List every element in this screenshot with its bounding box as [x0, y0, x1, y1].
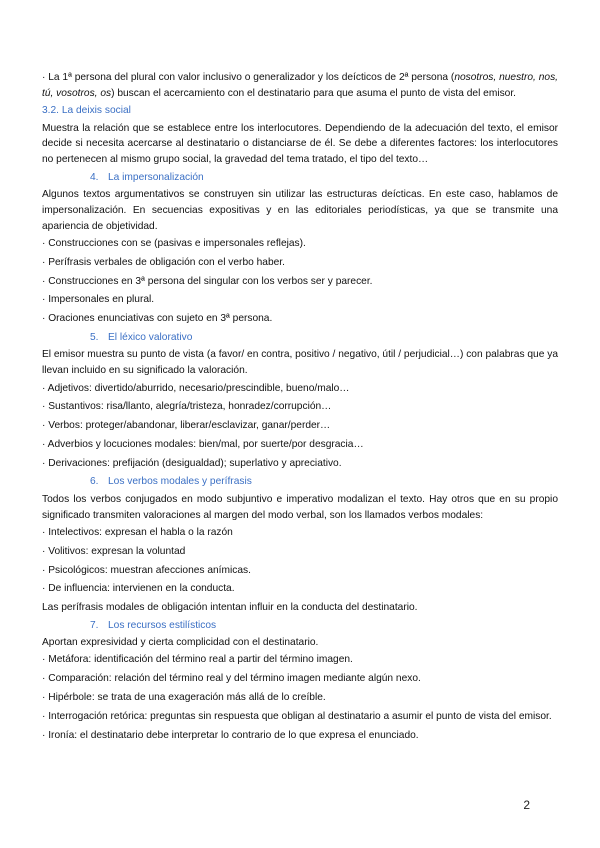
section-title: La impersonalización	[108, 171, 204, 183]
section-title: Los recursos estilísticos	[108, 619, 217, 631]
list-item: · Metáfora: identificación del término real a partir del término imagen.	[42, 654, 353, 666]
section-number: 7.	[90, 619, 99, 631]
section-number: 6.	[90, 476, 99, 488]
section-3-2-heading: 3.2. La deixis social	[42, 105, 131, 117]
intro-bullet-text-end: ) buscan el acercamiento con el destinatario para que asuma el punto de vista del emisor.	[111, 87, 516, 99]
intro-bullet-pronouns: nosotros, nuestro, nos, tú, vosotros, os	[42, 72, 558, 99]
section-5-heading	[42, 330, 558, 346]
list-item: · Construcciones en 3ª persona del singular con los verbos ser y parecer.	[42, 275, 373, 287]
list-item: · Comparación: relación del término real y del término imagen mediante algún nexo.	[42, 673, 421, 685]
list-item: · Intelectivos: expresan el habla o la razón	[42, 527, 233, 539]
list-item: · Construcciones con se (pasivas e impersonales reflejas).	[42, 237, 306, 249]
page-number: 2	[523, 798, 530, 812]
section-title: El léxico valorativo	[108, 331, 193, 343]
section-4-body: Algunos textos argumentativos se construyen sin utilizar las estructuras deícticas. En este caso, hablamos de impersonalización. En secuencias expositivas y en las editoriales periodísticas, ya que se transmite una apariencia de objetividad.	[42, 188, 558, 232]
section-6-closing: Las perífrasis modales de obligación intentan influir en la conducta del destinatario.	[42, 602, 418, 614]
list-item: · Volitivos: expresan la voluntad	[42, 545, 186, 557]
document-page	[42, 70, 558, 746]
intro-bullet	[42, 70, 558, 102]
section-7-heading	[42, 618, 558, 634]
list-item: · Hipérbole: se trata de una exageración más allá de lo creíble.	[42, 692, 326, 704]
section-7-body: Aportan expresividad y cierta complicidad con el destinatario.	[42, 637, 319, 649]
list-item: · Psicológicos: muestran afecciones anímicas.	[42, 564, 251, 576]
list-item: · Perífrasis verbales de obligación con el verbo haber.	[42, 256, 285, 268]
section-6-heading	[42, 474, 558, 490]
list-item: · De influencia: intervienen en la conducta.	[42, 583, 235, 595]
list-item: · Impersonales en plural.	[42, 294, 155, 306]
section-4-heading	[42, 170, 558, 186]
section-5-body: El emisor muestra su punto de vista (a favor/ en contra, positivo / negativo, útil / perjudicial…) con palabras que ya llevan incluido en su significado la valoración.	[42, 349, 558, 377]
list-item: · Verbos: proteger/abandonar, liberar/esclavizar, ganar/perder…	[42, 420, 331, 432]
list-item: · Interrogación retórica: preguntas sin respuesta que obligan al destinatario a asumir el punto de vista del emisor.	[42, 710, 552, 722]
section-3-2-body: Muestra la relación que se establece entre los interlocutores. Dependiendo de la adecuación del texto, el emisor decide si necesita acercarse al destinatario o distanciarse de él. Se debe a diferentes factores: los interlocutores no pertenecen al mismo grupo social, la gravedad del tema tratado, el tipo del texto…	[42, 122, 558, 166]
list-item: · Adjetivos: divertido/aburrido, necesario/prescindible, bueno/malo…	[42, 382, 350, 394]
section-6-body: Todos los verbos conjugados en modo subjuntivo e imperativo modalizan el texto. Hay otros que en su propio significado transmiten valoraciones al margen del modo verbal, son los llamados verbos modales:	[42, 493, 558, 521]
list-item: · Oraciones enunciativas con sujeto en 3ª persona.	[42, 313, 273, 325]
section-number: 4.	[90, 171, 99, 183]
section-number: 5.	[90, 331, 99, 343]
list-item: · Adverbios y locuciones modales: bien/mal, por suerte/por desgracia…	[42, 438, 364, 450]
section-title: Los verbos modales y perífrasis	[108, 476, 252, 488]
list-item: · Ironía: el destinatario debe interpretar lo contrario de lo que expresa el enunciado.	[42, 729, 419, 741]
list-item: · Sustantivos: risa/llanto, alegría/tristeza, honradez/corrupción…	[42, 401, 332, 413]
intro-bullet-text-start: · La 1ª persona del plural con valor inclusivo o generalizador y los deícticos de 2ª persona (	[42, 72, 455, 83]
list-item: · Derivaciones: prefijación (desigualdad); superlativo y apreciativo.	[42, 457, 342, 469]
